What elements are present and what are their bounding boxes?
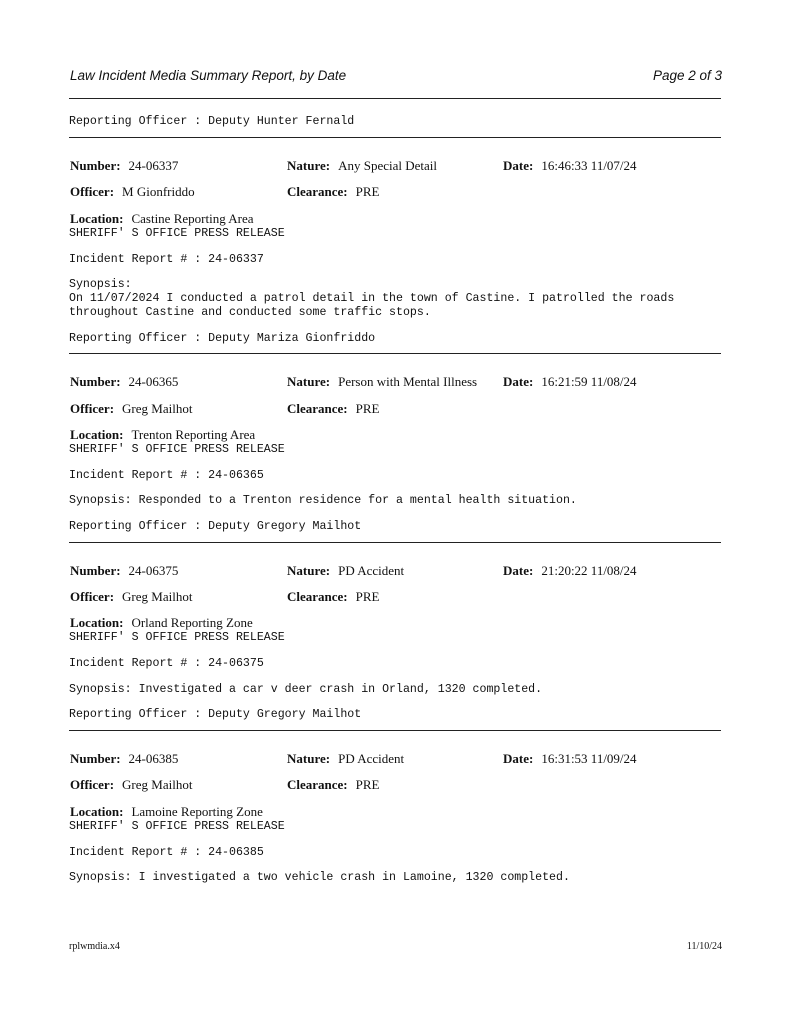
date-field: Date: 21:20:22 11/08/24 (503, 563, 637, 578)
officer-field: Officer: Greg Mailhot (70, 589, 193, 604)
synopsis-text: Synopsis: Investigated a car v deer crash in Orland, 1320 completed. (69, 683, 543, 696)
location-field: Location: Orland Reporting Zone (70, 615, 253, 630)
prev-reporting-officer: Reporting Officer : Deputy Hunter Fernald (69, 115, 355, 128)
location-field: Location: Lamoine Reporting Zone (70, 804, 263, 819)
clearance-field: Clearance: PRE (287, 777, 380, 792)
press-release-line: SHERIFF' S OFFICE PRESS RELEASE (69, 820, 285, 833)
section-divider (69, 730, 721, 731)
nature-field: Nature: Person with Mental Illness (287, 374, 478, 389)
footer-date: 11/10/24 (686, 941, 722, 952)
number-field: Number: 24-06365 (70, 374, 179, 389)
section-divider (69, 137, 721, 138)
reporting-officer: Reporting Officer : Deputy Gregory Mailhot (69, 520, 362, 533)
date-field: Date: 16:31:53 11/09/24 (503, 751, 637, 766)
date-field: Date: 16:21:59 11/08/24 (503, 374, 637, 389)
date-field: Date: 16:46:33 11/07/24 (503, 158, 637, 173)
synopsis-text: Synopsis: Responded to a Trenton residence for a mental health situation. (69, 494, 577, 507)
location-field: Location: Castine Reporting Area (70, 211, 254, 226)
reporting-officer: Reporting Officer : Deputy Mariza Gionfriddo (69, 332, 376, 345)
synopsis-heading: Synopsis: (69, 278, 132, 291)
synopsis-text: On 11/07/2024 I conducted a patrol detail in the town of Castine. I patrolled the roads (69, 292, 675, 305)
press-release-line: SHERIFF' S OFFICE PRESS RELEASE (69, 227, 285, 240)
officer-field: Officer: Greg Mailhot (70, 401, 193, 416)
number-field: Number: 24-06385 (70, 751, 179, 766)
incident-report-number: Incident Report # : 24-06375 (69, 657, 264, 670)
incident-report-number: Incident Report # : 24-06337 (69, 253, 264, 266)
location-field: Location: Trenton Reporting Area (70, 427, 256, 442)
reporting-officer: Reporting Officer : Deputy Gregory Mailhot (69, 708, 362, 721)
report-title: Law Incident Media Summary Report, by Date (70, 68, 347, 83)
number-field: Number: 24-06337 (70, 158, 179, 173)
clearance-field: Clearance: PRE (287, 401, 380, 416)
nature-field: Nature: PD Accident (287, 563, 405, 578)
incident-report-number: Incident Report # : 24-06385 (69, 846, 264, 859)
officer-field: Officer: Greg Mailhot (70, 777, 193, 792)
synopsis-text: throughout Castine and conducted some traffic stops. (69, 306, 431, 319)
press-release-line: SHERIFF' S OFFICE PRESS RELEASE (69, 443, 285, 456)
clearance-field: Clearance: PRE (287, 589, 380, 604)
section-divider (69, 353, 721, 354)
synopsis-text: Synopsis: I investigated a two vehicle crash in Lamoine, 1320 completed. (69, 871, 570, 884)
officer-field: Officer: M Gionfriddo (70, 184, 195, 199)
incident-report-number: Incident Report # : 24-06365 (69, 469, 264, 482)
press-release-line: SHERIFF' S OFFICE PRESS RELEASE (69, 631, 285, 644)
clearance-field: Clearance: PRE (287, 184, 380, 199)
footer-program-name: rplwmdia.x4 (69, 941, 120, 952)
section-divider (69, 542, 721, 543)
number-field: Number: 24-06375 (70, 563, 179, 578)
page-number: Page 2 of 3 (652, 68, 722, 83)
nature-field: Nature: Any Special Detail (287, 158, 438, 173)
nature-field: Nature: PD Accident (287, 751, 405, 766)
header-divider (69, 98, 721, 99)
